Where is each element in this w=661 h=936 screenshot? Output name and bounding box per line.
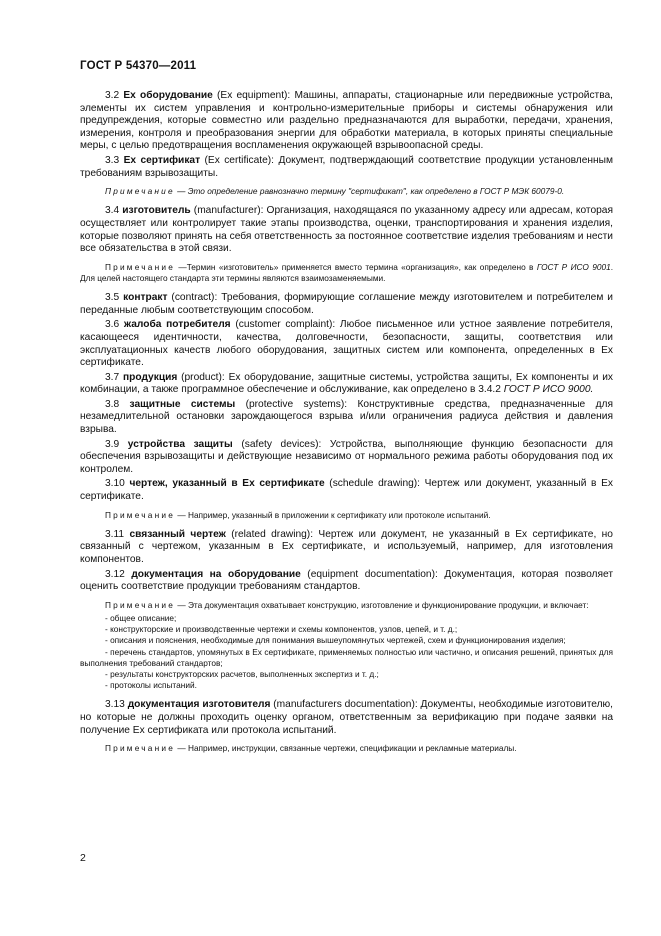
term: контракт (123, 292, 168, 304)
definition-3-13 (80, 699, 613, 737)
term-english: (manufacturers documentation): (273, 699, 418, 711)
term: Ex оборудование (123, 90, 213, 101)
clause-number: 3.10 (105, 478, 125, 490)
definition-3-5 (80, 292, 613, 317)
term: жалоба потребителя (123, 319, 231, 331)
list-item: - описания и пояснения, необходимые для понимания вышеупомянутых чертежей, схем и функционирования изделия; (105, 635, 566, 646)
definition-3-9 (80, 439, 613, 477)
note-text: — Это определение равнозначно термину "сертификат", как определено в ГОСТ Р МЭК 60079-0. (177, 186, 565, 197)
clause-number: 3.3 (105, 154, 120, 166)
definition-3-2 (80, 90, 613, 153)
note-3-10 (80, 510, 613, 521)
note-label: Примечание (105, 743, 176, 754)
clause-number: 3.6 (105, 319, 120, 331)
clause-number: 3.12 (105, 568, 125, 580)
term: документация на оборудование (131, 568, 301, 580)
definition-text: Организация, находящаяся по указанному адресу или адресам, которая осуществляет или контролирует такие этапы производства, оценки, транспортирования и хранения изделия, которые позволяют принять на себя ответственность за постоянное соответствие изделия требованиям и нести все обязательства в этой связи. (80, 205, 613, 255)
definition-text: Конструктивные средства, предназначенные для незамедлительной остановки зарождающегося взрыва и/или ограничения радиуса действия и давления взрыва. (80, 398, 613, 436)
term-english: (Ex equipment): (217, 90, 291, 101)
definition-text: Ex оборудование, защитные системы, устройства защиты, Ex компоненты и их комбинации, а также программное обеспечение и обслуживание, как определено в 3.4.2 (80, 371, 613, 396)
clause-number: 3.5 (105, 292, 120, 304)
note-label: Примечание (105, 261, 176, 272)
definition-text: Документ, подтверждающий соответствие продукции установленным требованиям взрывозащиты. (80, 154, 613, 179)
note-label: Примечание (105, 186, 175, 197)
note-text: — Эта документация охватывает конструкцию, изготовление и функционирование продукции, и включает: (177, 599, 589, 610)
clause-number: 3.2 (105, 90, 120, 101)
term-english: (schedule drawing): (329, 478, 420, 490)
term: документация изготовителя (127, 699, 271, 711)
term: чертеж, указанный в Ex сертификате (129, 478, 325, 490)
list-item: - результаты конструкторских расчетов, выполненных экспертиз и т. д.; (105, 669, 379, 680)
note-text-continued: . Для целей настоящего стандарта эти термины являются взаимозаменяемыми. (80, 261, 614, 283)
definition-3-6 (80, 319, 613, 369)
term: связанный чертеж (129, 528, 226, 540)
definition-text: Устройства, выполняющие функцию безопасности для обеспечения взрывозащиты и действующие независимо от нормального режима работы оборудования под их контролем. (80, 438, 613, 475)
term-english: (related drawing): (231, 528, 314, 540)
note-text: —Термин «изготовитель» применяется вместо термина «организация», как определено в (178, 261, 534, 272)
term-english: (Ex certificate): (204, 154, 275, 166)
term-english: (safety devices): (241, 438, 322, 450)
note-text: — Например, указанный в приложении к сертификату или протоколе испытаний. (177, 509, 491, 520)
definition-text: Документация, которая позволяет оценить соответствие продукции требованиям стандартов. (80, 568, 613, 593)
standard-reference: ГОСТ Р ИСО 9000. (503, 384, 594, 396)
definition-text: Чертеж или документ, указанный в Ex сертификате. (80, 478, 613, 503)
term-english: (manufacturer): (193, 205, 264, 217)
term: изготовитель (122, 205, 191, 217)
note-3-12 (80, 600, 613, 692)
note-3-13 (80, 743, 613, 754)
term-english: (contract): (171, 292, 218, 304)
list-item: - общее описание; (105, 613, 177, 624)
term-english: (protective systems): (245, 398, 348, 410)
note-label: Примечание (105, 599, 176, 610)
definition-3-7 (80, 372, 613, 397)
page-number: 2 (80, 852, 86, 864)
note-intro (80, 600, 613, 611)
note-3-4 (80, 262, 613, 284)
definition-3-11 (80, 529, 613, 567)
clause-number: 3.4 (105, 205, 120, 217)
clause-number: 3.7 (105, 371, 120, 383)
definition-text: Машины, аппараты, стационарные или передвижные устройства, элементы их систем управления и контрольно-измерительные приборы и системы обнаружения или предупреждения, которые совместно или раздельно предназначаются для выработки, передачи, хранения, измерения, контроля и преобразования энергии для обработки материала, в которых приняты специальные меры, с целью предотвращения воспламенения окружающей взрывоопасной среды. (80, 90, 613, 152)
definition-text: Чертеж или документ, не указанный в Ex сертификате, но связанный с чертежом, указанным в Ex сертификате, и используемый, например, для изготовления компонентов. (80, 528, 613, 566)
definition-3-12 (80, 569, 613, 594)
term: устройства защиты (127, 438, 233, 450)
clause-number: 3.9 (105, 438, 120, 450)
term: защитные системы (129, 398, 236, 410)
list-item: - конструкторские и производственные чертежи и схемы компонентов, узлов, цепей, и т. д.; (105, 624, 458, 635)
note-label: Примечание (105, 509, 176, 520)
definition-3-4 (80, 205, 613, 255)
clause-number: 3.8 (105, 398, 120, 410)
definition-text: Документы, необходимые изготовителю, но которые не должны проходить оценку органом, ответственным за верификацию при подаче заявки на получение Ex сертификата или протокола испытаний. (80, 699, 613, 736)
standard-reference: ГОСТ Р ИСО 9001 (536, 261, 611, 272)
note-text: — Например, инструкции, связанные чертежи, спецификации и рекламные материалы. (177, 743, 517, 754)
definition-text: Любое письменное или устное заявление потребителя, касающееся идентичности, качества, долговечности, безопасности, защиты, соответствия или эксплуатационных качеств любого оборудования, защитных систем или компонента, определенных в Ex сертификате. (80, 319, 613, 369)
clause-number: 3.11 (105, 528, 125, 540)
list-item: - протоколы испытаний. (105, 680, 197, 691)
list-item: - перечень стандартов, упомянутых в Ex сертификате, применяемых полностью или частично, и описания решений, принятых для выполнения требований стандартов; (80, 646, 613, 668)
definition-text: Требования, формирующие соглашение между изготовителем и потребителем и переданные любым соответствующим способом. (80, 292, 613, 316)
definition-3-3 (80, 155, 613, 180)
note-3-3 (80, 186, 613, 197)
clause-number: 3.13 (105, 699, 125, 711)
term-english: (customer complaint): (235, 319, 336, 331)
definition-3-10 (80, 478, 613, 503)
standard-header: ГОСТ Р 54370—2011 (80, 60, 197, 72)
term-english: (product): (181, 371, 225, 383)
definition-3-8 (80, 399, 613, 437)
term: продукция (123, 371, 178, 383)
term-english: (equipment documentation): (307, 568, 438, 580)
term: Ex сертификат (123, 154, 201, 166)
